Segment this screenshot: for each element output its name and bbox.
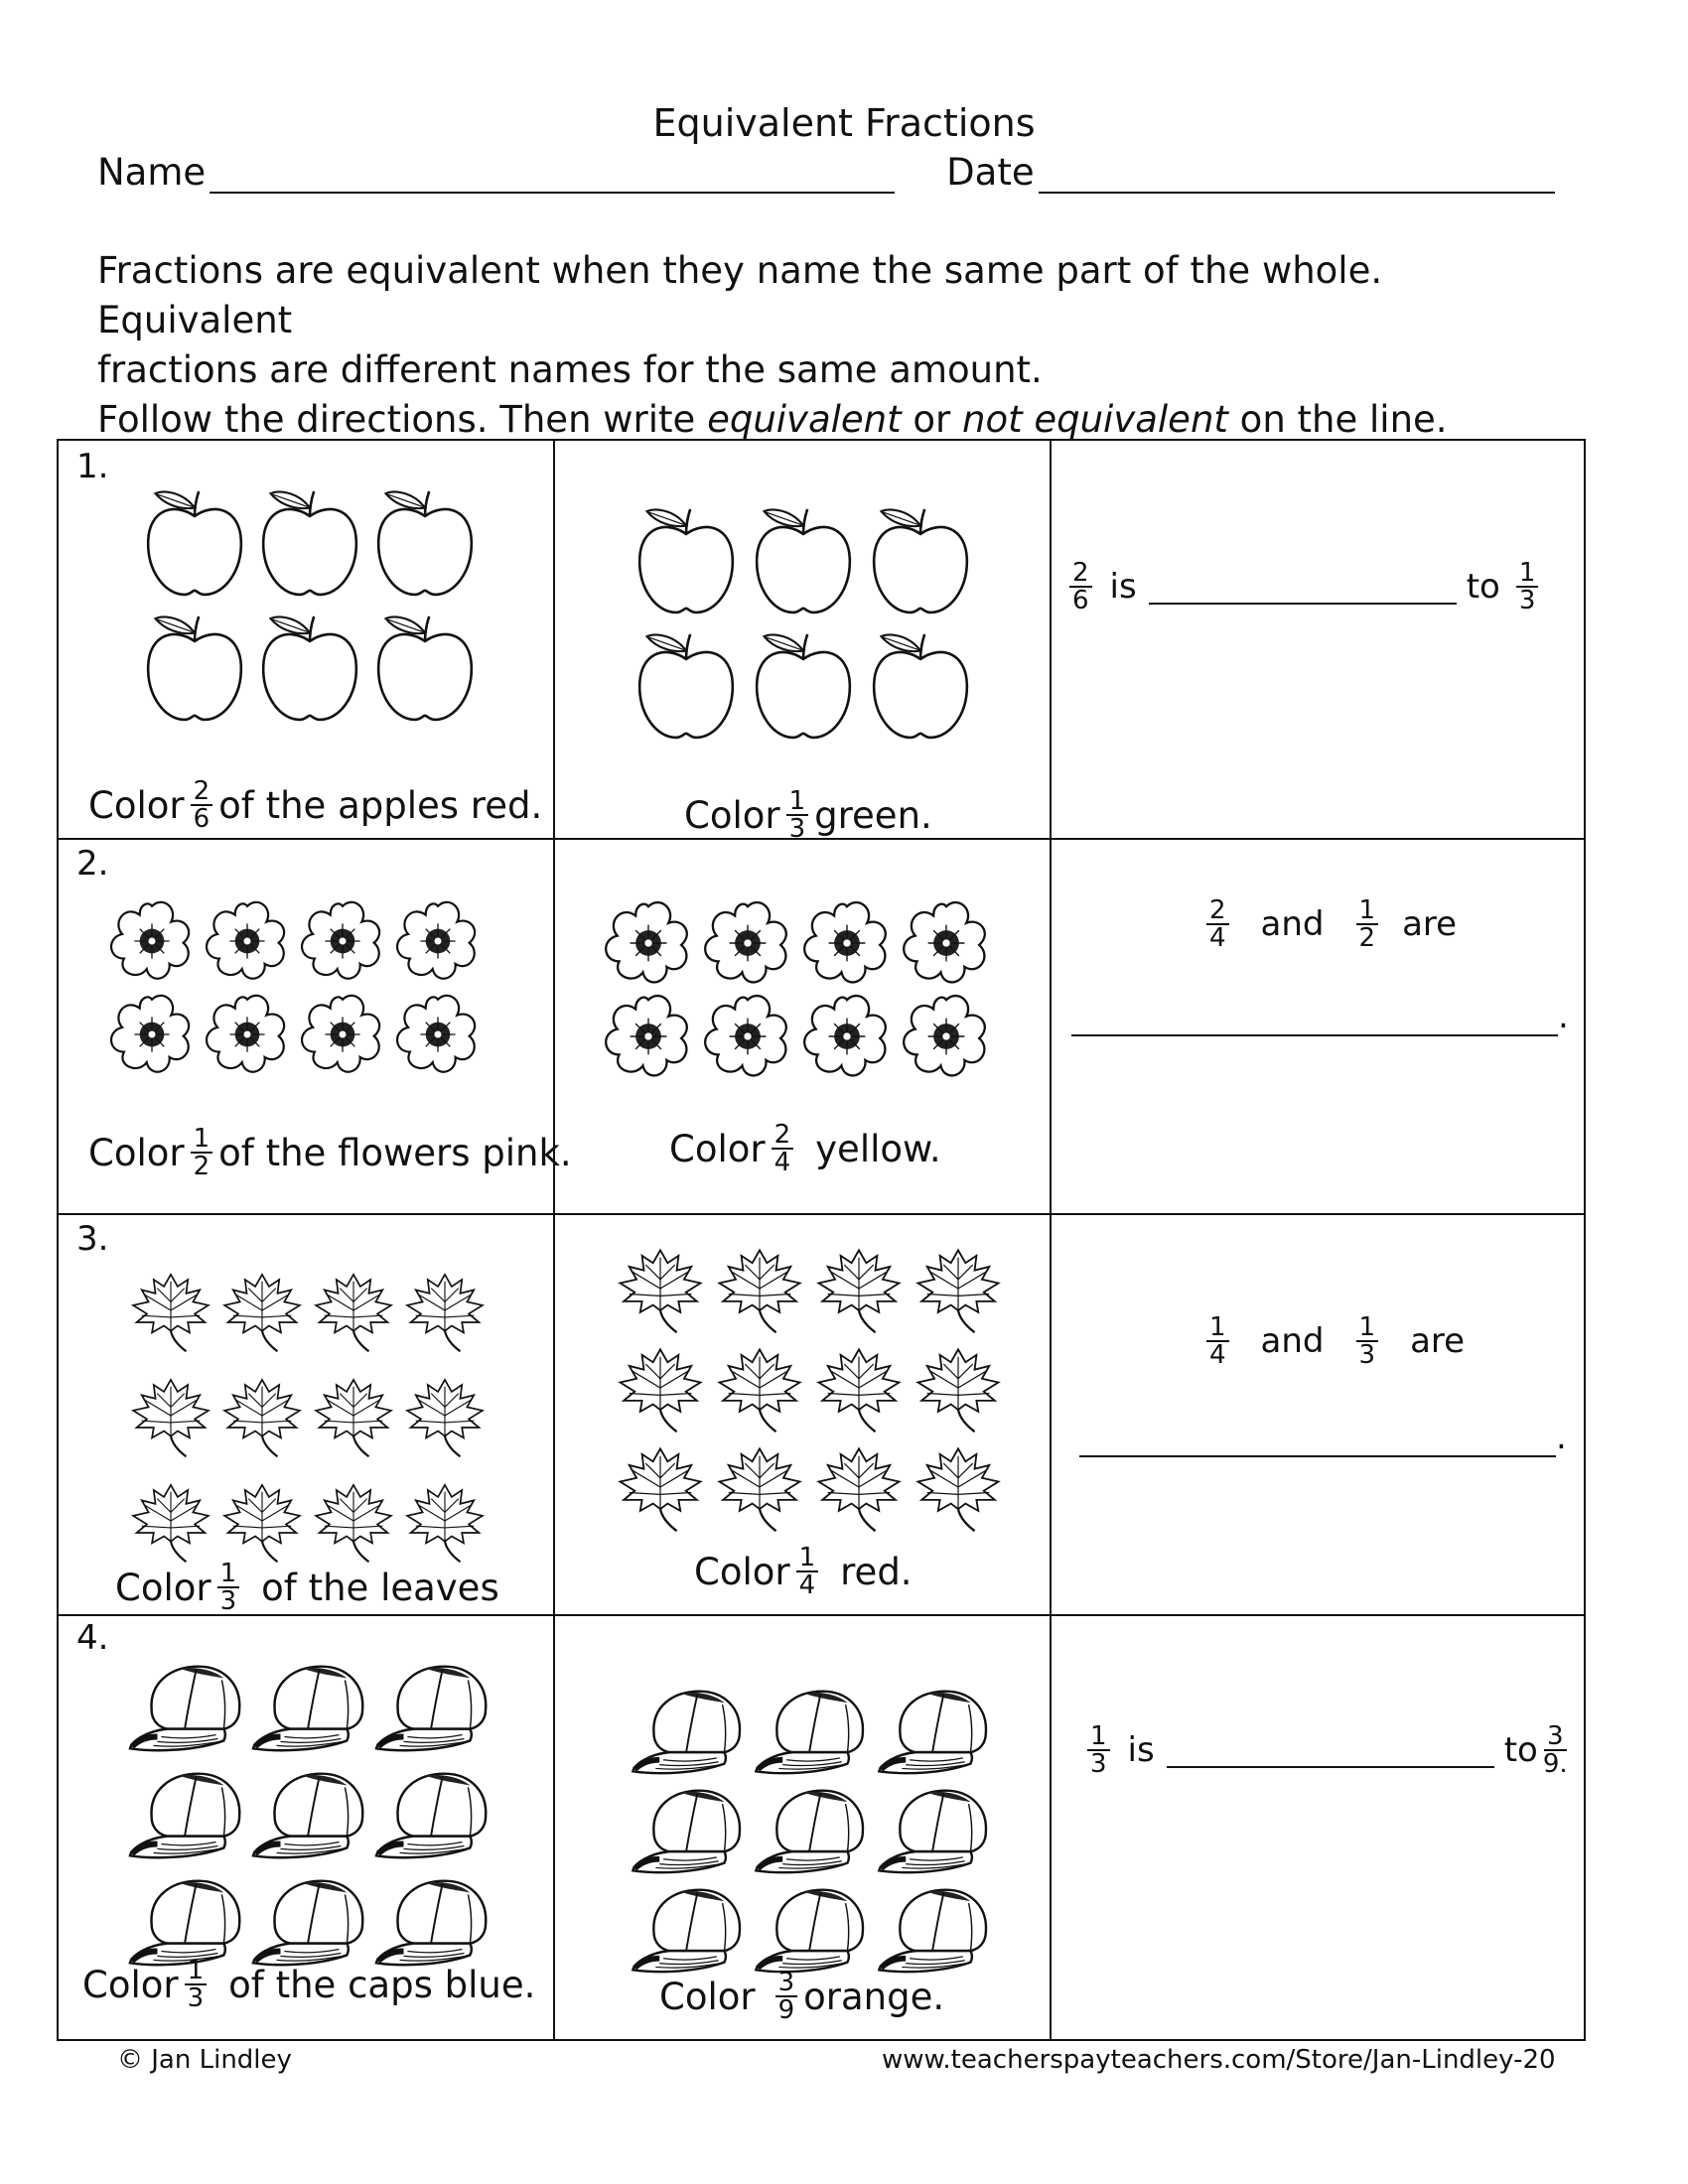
apple-icon[interactable] [258, 608, 361, 731]
flower-icon[interactable] [801, 897, 893, 989]
denominator: 4 [1209, 1340, 1226, 1370]
flower-icon[interactable] [901, 897, 992, 989]
caption-text: yellow. [815, 1127, 941, 1170]
apple-icon[interactable] [634, 500, 738, 623]
answer-word: are [1402, 904, 1458, 944]
answer-word: to [1466, 567, 1500, 607]
numerator: 2 [1069, 560, 1092, 588]
fraction [1356, 897, 1379, 951]
cap-icon[interactable] [251, 1765, 368, 1864]
caption-text: orange. [803, 1975, 945, 2018]
numerator: 3 [1544, 1723, 1567, 1751]
fraction [185, 1958, 208, 2011]
answer-word: to [1503, 1730, 1538, 1770]
store-url: www.teacherspayteachers.com/Store/Jan-Lindley-20 [882, 2045, 1556, 2075]
leaf-icon[interactable] [128, 1261, 213, 1360]
apple-icon[interactable] [869, 500, 972, 623]
apple-icon[interactable] [752, 500, 855, 623]
problem-number: 3. [76, 1219, 109, 1259]
answer-word: are [1410, 1321, 1466, 1361]
leaf-icon[interactable] [913, 1241, 1004, 1336]
answer-word: is [1109, 567, 1137, 607]
flower-icon[interactable] [299, 897, 386, 985]
leaf-icon[interactable] [128, 1471, 213, 1570]
intro-text: on the line. [1227, 398, 1448, 441]
denominator: 4 [1209, 923, 1226, 953]
leaf-icon[interactable] [402, 1366, 488, 1465]
flower-icon[interactable] [603, 897, 694, 989]
fraction [772, 1122, 794, 1175]
leaf-icon[interactable] [311, 1261, 396, 1360]
answer-word: and [1260, 904, 1325, 944]
numerator: 2 [191, 778, 213, 806]
cap-group-middle [630, 1684, 1007, 1991]
copyright: © Jan Lindley [117, 2045, 292, 2075]
answer-word: is [1127, 1730, 1155, 1770]
denominator: 2 [1358, 923, 1376, 953]
caption-text: red. [840, 1550, 913, 1593]
denominator: 2 [193, 1152, 211, 1181]
flower-icon[interactable] [603, 991, 694, 1082]
flower-icon[interactable] [394, 897, 482, 985]
leaf-icon[interactable] [219, 1471, 305, 1570]
col-divider [553, 441, 555, 2039]
name-date-row [97, 151, 1555, 194]
leaf-icon[interactable] [813, 1439, 905, 1535]
intro-em-equivalent: equivalent [707, 398, 902, 441]
problem-2-answer [1200, 897, 1457, 951]
intro-em-not-equivalent: not equivalent [962, 398, 1228, 441]
leaf-icon[interactable] [402, 1261, 488, 1360]
cap-icon[interactable] [753, 1783, 870, 1878]
problem-number: 4. [76, 1618, 109, 1658]
fraction [786, 788, 809, 842]
apple-icon[interactable] [143, 482, 246, 606]
intro-text: Follow the directions. Then write [97, 398, 708, 441]
caption-text: of the flowers pink. [218, 1131, 572, 1174]
numerator: 1 [191, 1126, 213, 1154]
flower-group-left [108, 897, 515, 1096]
caption-text: Color [115, 1566, 211, 1609]
apple-icon[interactable] [258, 482, 361, 606]
cap-icon[interactable] [374, 1872, 492, 1972]
period: . [1558, 997, 1569, 1036]
cap-icon[interactable] [630, 1882, 747, 1978]
caption-text: Color [669, 1127, 766, 1170]
numerator: 1 [185, 1958, 208, 1985]
caption-text: Color [659, 1975, 756, 2018]
name-label: Name [97, 151, 207, 194]
problem-1-left-caption [88, 778, 542, 832]
cap-icon[interactable] [374, 1765, 492, 1864]
worksheet-grid [57, 439, 1586, 2041]
cap-icon[interactable] [876, 1882, 993, 1978]
problem-4-answer [1081, 1723, 1577, 1777]
cap-icon[interactable] [251, 1658, 368, 1757]
flower-icon[interactable] [299, 991, 386, 1078]
fraction [1069, 560, 1092, 614]
numerator: 1 [1356, 897, 1379, 925]
fraction [1206, 1314, 1229, 1368]
denominator: 6 [1072, 586, 1089, 615]
problem-3-answer [1200, 1314, 1465, 1368]
denominator: 3 [1518, 586, 1536, 615]
problem-1-mid-caption [684, 788, 932, 842]
cap-icon[interactable] [876, 1684, 993, 1779]
leaf-icon[interactable] [714, 1340, 805, 1435]
denominator: 4 [774, 1148, 791, 1177]
flower-icon[interactable] [204, 897, 291, 985]
numerator: 1 [1516, 560, 1539, 588]
leaf-icon[interactable] [219, 1366, 305, 1465]
fraction [775, 1970, 798, 2023]
flower-group-middle [603, 897, 1020, 1096]
flower-icon[interactable] [801, 991, 893, 1082]
caption-text: Color [694, 1550, 790, 1593]
apple-icon[interactable] [869, 625, 972, 749]
apple-group-left [143, 482, 481, 780]
leaf-icon[interactable] [913, 1340, 1004, 1435]
caption-text: green. [814, 793, 932, 837]
denominator: 3 [788, 814, 806, 844]
answer-blank[interactable] [1079, 1455, 1556, 1457]
caption-text: of the caps blue. [228, 1963, 536, 2006]
cap-icon[interactable] [630, 1684, 747, 1779]
leaf-icon[interactable] [714, 1241, 805, 1336]
problem-2-left-caption [88, 1126, 572, 1179]
intro-text: or [901, 398, 962, 441]
leaf-icon[interactable] [128, 1366, 213, 1465]
numerator: 1 [217, 1561, 240, 1588]
flower-icon[interactable] [108, 897, 196, 985]
flower-icon[interactable] [702, 897, 793, 989]
fraction [1356, 1314, 1379, 1368]
fraction [1206, 897, 1229, 951]
numerator: 2 [1206, 897, 1229, 925]
numerator: 3 [775, 1970, 798, 1997]
fraction [191, 1126, 213, 1179]
fraction [796, 1545, 819, 1598]
name-field[interactable] [210, 156, 895, 194]
caption-text: of the apples red. [218, 783, 543, 827]
problem-3-mid-caption [694, 1545, 913, 1598]
apple-icon[interactable] [752, 625, 855, 749]
leaf-icon[interactable] [813, 1241, 905, 1336]
caption-text: Color [88, 783, 185, 827]
flower-icon[interactable] [901, 991, 992, 1082]
leaf-icon[interactable] [402, 1471, 488, 1570]
leaf-icon[interactable] [913, 1439, 1004, 1535]
cap-icon[interactable] [753, 1684, 870, 1779]
row-divider [59, 1213, 1584, 1215]
problem-3-left-caption [115, 1561, 499, 1614]
cap-icon[interactable] [876, 1783, 993, 1878]
numerator: 1 [786, 788, 809, 816]
cap-icon[interactable] [128, 1872, 245, 1972]
fraction [1516, 560, 1539, 614]
problem-2-mid-caption [669, 1122, 941, 1175]
page-title: Equivalent Fractions [652, 101, 1036, 145]
row-divider [59, 1614, 1584, 1616]
leaf-icon[interactable] [615, 1340, 706, 1435]
fraction [1087, 1723, 1110, 1777]
cap-icon[interactable] [128, 1658, 245, 1757]
answer-word: and [1260, 1321, 1325, 1361]
denominator: 4 [798, 1570, 816, 1600]
denominator: 3 [1090, 1749, 1107, 1779]
problem-4-left-caption [82, 1958, 535, 2011]
leaf-icon[interactable] [615, 1241, 706, 1336]
answer-blank[interactable] [1167, 1732, 1494, 1768]
caption-text: Color [88, 1131, 185, 1174]
date-label: Date [946, 151, 1035, 194]
leaf-icon[interactable] [813, 1340, 905, 1435]
intro-line-3 [97, 395, 1587, 445]
leaf-group-left [128, 1261, 515, 1578]
fraction [217, 1561, 240, 1614]
problem-number: 1. [76, 447, 109, 486]
numerator: 1 [1206, 1314, 1229, 1342]
apple-icon[interactable] [373, 482, 477, 606]
problem-4-mid-caption [659, 1970, 944, 2023]
denominator: 3 [187, 1983, 205, 2013]
numerator: 1 [796, 1545, 819, 1572]
apple-icon[interactable] [634, 625, 738, 749]
caption-text: Color [82, 1963, 179, 2006]
cap-icon[interactable] [128, 1765, 245, 1864]
numerator: 1 [1356, 1314, 1379, 1342]
apple-icon[interactable] [143, 608, 246, 731]
fraction [191, 778, 213, 832]
leaf-group-middle [615, 1241, 1012, 1539]
period: . [1556, 1418, 1567, 1457]
denominator: 3 [1358, 1340, 1376, 1370]
answer-blank[interactable] [1149, 569, 1457, 605]
numerator: 2 [772, 1122, 794, 1150]
date-field[interactable] [1039, 156, 1555, 194]
problem-number: 2. [76, 844, 109, 884]
apple-group-middle [634, 500, 982, 778]
denominator: 6 [193, 804, 211, 834]
answer-blank[interactable] [1071, 1034, 1558, 1036]
cap-icon[interactable] [374, 1658, 492, 1757]
flower-icon[interactable] [108, 991, 196, 1078]
leaf-icon[interactable] [615, 1439, 706, 1535]
flower-icon[interactable] [394, 991, 482, 1078]
problem-1-answer [1063, 560, 1544, 614]
cap-icon[interactable] [753, 1882, 870, 1978]
leaf-icon[interactable] [311, 1471, 396, 1570]
col-divider [1050, 441, 1052, 2039]
caption-text: Color [684, 793, 780, 837]
cap-group-left [128, 1658, 505, 1985]
fraction [1540, 1723, 1571, 1777]
instructions [97, 246, 1587, 445]
denominator: 9. [1542, 1749, 1568, 1779]
flower-icon[interactable] [702, 991, 793, 1082]
denominator: 3 [219, 1586, 237, 1616]
leaf-icon[interactable] [714, 1439, 805, 1535]
leaf-icon[interactable] [219, 1261, 305, 1360]
intro-line-2: fractions are different names for the same amount. [97, 348, 1043, 391]
flower-icon[interactable] [204, 991, 291, 1078]
cap-icon[interactable] [251, 1872, 368, 1972]
leaf-icon[interactable] [311, 1366, 396, 1465]
apple-icon[interactable] [373, 608, 477, 731]
cap-icon[interactable] [630, 1783, 747, 1878]
numerator: 1 [1087, 1723, 1110, 1751]
caption-text: of the leaves [261, 1566, 499, 1609]
intro-line-1: Fractions are equivalent when they name the same part of the whole. Equivalent [97, 249, 1383, 341]
denominator: 9 [777, 1995, 795, 2025]
